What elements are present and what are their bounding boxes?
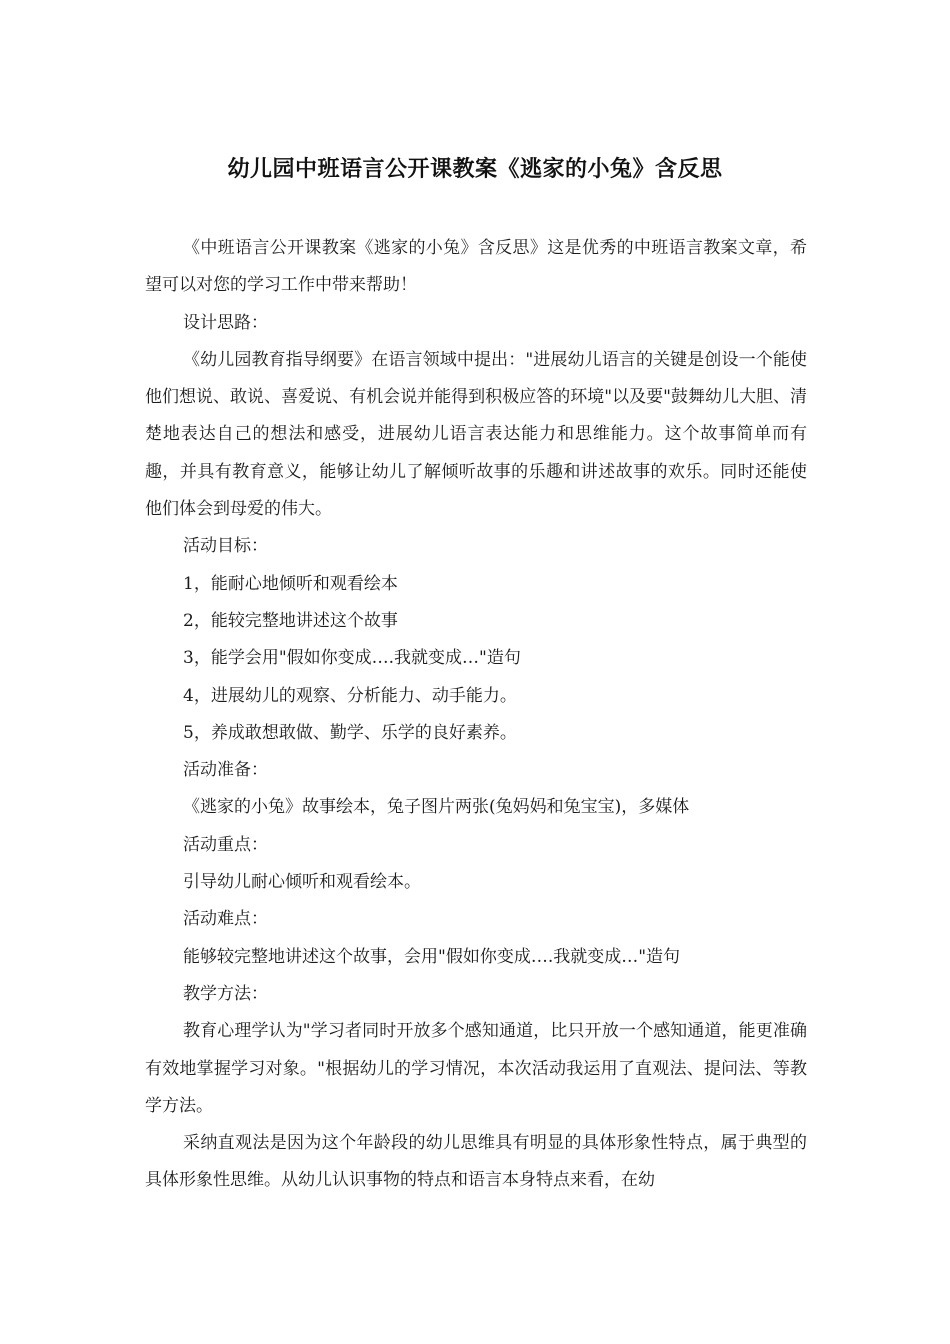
goal-item-2: 2，能较完整地讲述这个故事 <box>183 610 398 631</box>
goal-item-3: 3，能学会用"假如你变成….我就变成…"造句 <box>183 648 521 669</box>
heading-activity-preparation: 活动准备： <box>183 760 268 781</box>
goal-item-5: 5，养成敢想敢做、勤学、乐学的良好素养。 <box>183 722 517 743</box>
heading-difficulties: 活动难点： <box>183 909 268 930</box>
paragraph-intuitive-method: 采纳直观法是因为这个年龄段的幼儿思维具有明显的具体形象性特点，属于典型的具体形象性思维。从幼儿认识事物的特点和语言本身特点来看，在幼 <box>145 1133 807 1191</box>
paragraph-difficulties: 能够较完整地讲述这个故事，会用"假如你变成….我就变成…"造句 <box>183 946 681 967</box>
document-body <box>145 230 807 1200</box>
heading-design-idea: 设计思路： <box>183 312 268 333</box>
goal-item-4: 4，进展幼儿的观察、分析能力、动手能力。 <box>183 685 517 706</box>
paragraph-teaching-methods: 教育心理学认为"学习者同时开放多个感知通道，比只开放一个感知通道，能更准确有效地掌握学习对象。"根据幼儿的学习情况，本次活动我运用了直观法、提问法、等教学方法。 <box>145 1021 807 1116</box>
goal-item-1: 1，能耐心地倾听和观看绘本 <box>183 573 398 594</box>
paragraph-key-points: 引导幼儿耐心倾听和观看绘本。 <box>183 872 421 893</box>
paragraph-intro: 《中班语言公开课教案《逃家的小兔》含反思》这是优秀的中班语言教案文章，希望可以对您的学习工作中带来帮助！ <box>145 238 807 296</box>
document-title: 幼儿园中班语言公开课教案《逃家的小兔》含反思 <box>227 157 723 182</box>
heading-activity-goals: 活动目标： <box>183 536 268 557</box>
heading-key-points: 活动重点： <box>183 834 268 855</box>
heading-teaching-methods: 教学方法： <box>183 983 268 1004</box>
paragraph-preparation: 《逃家的小兔》故事绘本，兔子图片两张(兔妈妈和兔宝宝)，多媒体 <box>183 797 690 818</box>
paragraph-design-idea: 《幼儿园教育指导纲要》在语言领域中提出："进展幼儿语言的关键是创设一个能使他们想说、敢说、喜爱说、有机会说并能得到积极应答的环境"以及要"鼓舞幼儿大胆、清楚地表达自己的想法和感受，进展幼儿语言表达能力和思维能力。这个故事简单而有趣，并具有教育意义，能够让幼儿了解倾听故事的乐趣和讲述故事的欢乐。同时还能使他们体会到母爱的伟大。 <box>145 349 807 520</box>
